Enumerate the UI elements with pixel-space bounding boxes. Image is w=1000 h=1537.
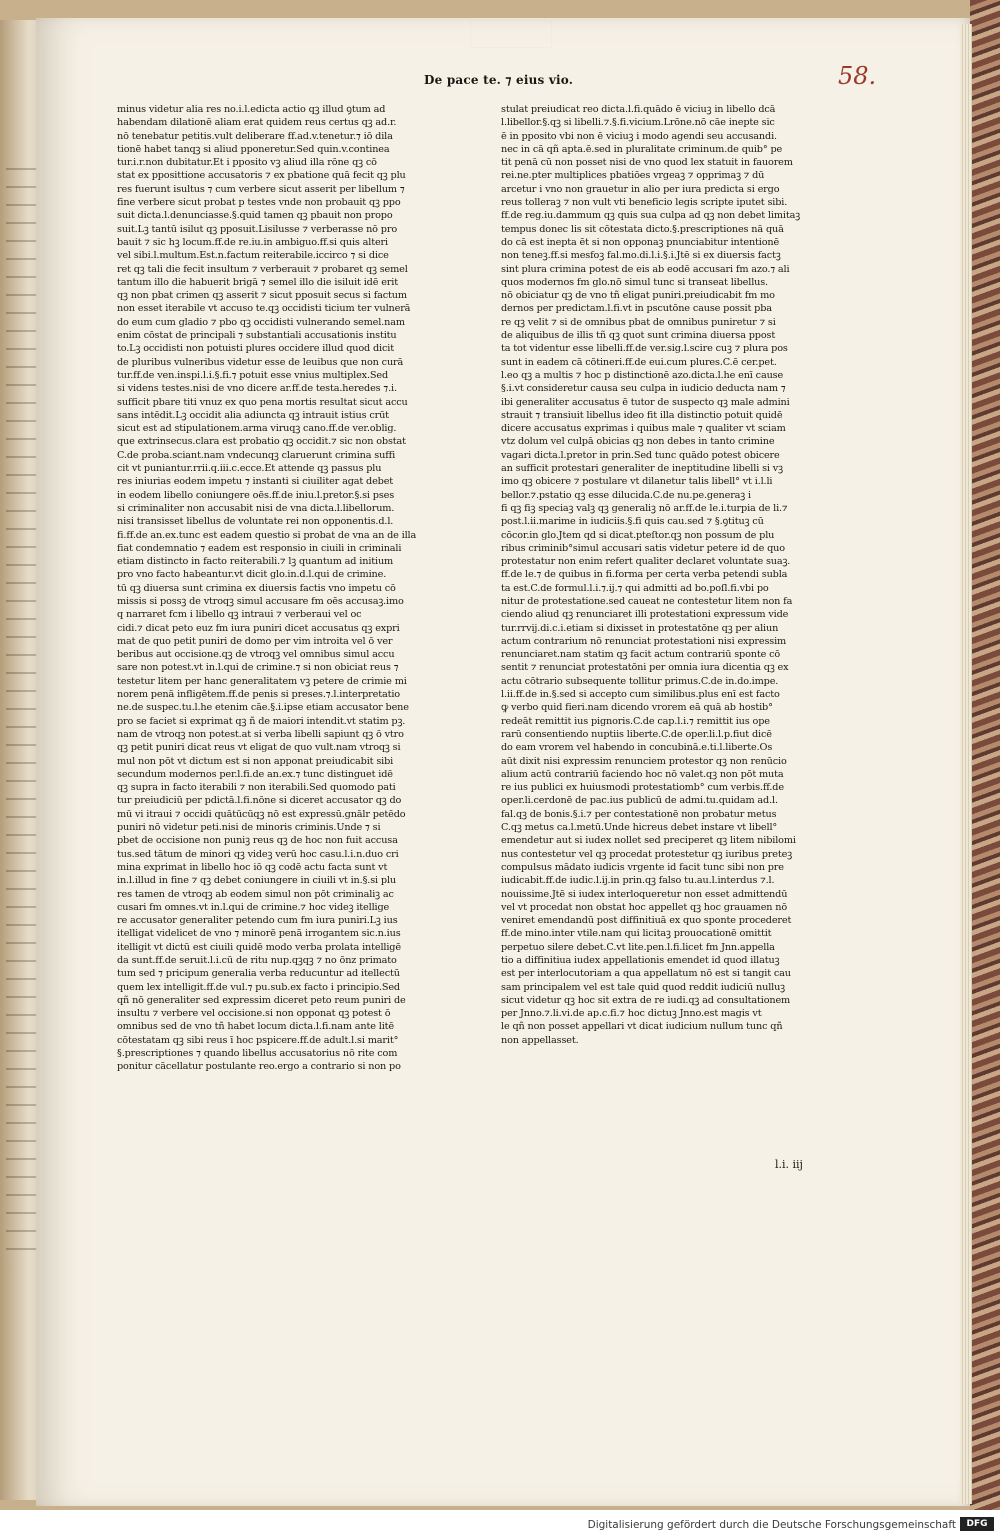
text-line: ta est.C.de formul.l.i.⁊.ij.⁊ qui admitti ad bo.poſl.fi.vbi po [501, 582, 769, 594]
text-line: habendam dilationē aliam erat quidem reus certus qꝫ ad.r. [117, 117, 397, 129]
marbled-endpaper [970, 0, 1000, 1510]
text-line: nisi transisset libellus de voluntate rei non opponentis.d.l. [117, 516, 394, 528]
text-line: sufficit pbare titi vnuz ex quo pena mortis resultat sicut accu [117, 396, 408, 408]
text-line: in.l.illud in fine ⁊ qꝫ debet coniungere in ciuili vt in.§.si plu [117, 875, 396, 887]
text-line: tus.sed tātum de minori qꝫ videꝫ verū hoc casu.l.i.n.duo cri [117, 848, 399, 860]
text-line: enim cōstat de principali ⁊ substantiali accusationis institu [117, 330, 397, 342]
text-line: per Jnno.⁊.li.vi.de ap.c.fi.⁊ hoc dictuꝫ Jnno.est magis vt [501, 1008, 762, 1020]
text-line: iudicabit.ff.de iudic.l.ij.in prin.qꝫ falso tu.au.l.interdus ⁊.l. [501, 875, 775, 887]
text-line: si videns testes.nisi de vno dicere ar.ff.de testa.heredes ⁊.i. [117, 383, 397, 395]
text-line: non appellasset. [501, 1034, 579, 1046]
text-line: tur.rrvij.di.c.i.etiam si dixisset in protestatōne qꝫ per aliun [501, 622, 779, 634]
text-line: minus videtur alia res no.i.l.edicta actio qꝫ illud ꝯtum ad [117, 104, 386, 115]
text-line: nitur de protestatione.sed caueat ne contestetur litem non fa [501, 595, 793, 607]
text-line: tantum illo die habuerit brigā ⁊ semel illo die isiluit idē erit [117, 276, 398, 288]
text-line: le qñ non posset appellari vt dicat iudicium nullum tunc qñ [501, 1021, 783, 1033]
text-line: ē in pposito vbi non ē viciuꝫ i modo agendi seu accusandi. [501, 130, 777, 142]
text-line: tit penā cū non posset nisi de vno quod lex statuit in fauorem [501, 157, 793, 169]
text-line: sans intēdit.Lꝫ occidit alia adiuncta qꝫ intrauit istius crūt [117, 409, 389, 421]
text-line: re accusator generaliter petendo cum fm iura puniri.Lꝫ ius [117, 915, 398, 927]
text-line: re ius publici ex huiusmodi protestatiomb° cum verbis.ff.de [501, 782, 784, 794]
text-line: que extrinsecus.clara est probatio qꝫ occidit.⁊ sic non obstat [117, 436, 406, 448]
right-column [501, 103, 822, 1047]
text-line: cusari fm omnes.vt in.l.qui de crimine.⁊ hoc videꝫ itellige [117, 901, 390, 913]
text-line: do eam vrorem vel habendo in concubinā.e.ti.l.liberte.Os [501, 742, 773, 754]
text-line: sint plura crimina potest de eis ab eodē accusari fm azo.⁊ ali [501, 263, 790, 275]
text-line: quem lex intelligit.ff.de vul.⁊ pu.sub.ex facto i principio.Sed [117, 981, 400, 993]
text-line: ibi generaliter accusatus ē tutor de suspecto qꝫ male admini [501, 396, 790, 408]
text-line: ret qꝫ tali die fecit insultum ⁊ verberauit ⁊ probaret qꝫ semel [117, 263, 408, 275]
text-line: res iniurias eodem impetu ⁊ instanti si ciuiliter agat debet [117, 476, 394, 488]
text-line: rarū consentiendo nuptiis liberte.C.de oper.li.l.p.fiut dicē [501, 728, 772, 740]
text-line: to.Lꝫ occidisti non potuisti plures occidere illud quod dicit [117, 343, 394, 355]
text-line: q narraret fcm i libello qꝫ intraui ⁊ verberaui vel oc [117, 609, 362, 621]
text-line: pro se faciet si exprimat qꝫ ñ de maiori intendit.vt statim pꝫ. [117, 715, 406, 727]
text-line: etiam distincto in facto reiterabili.⁊ lꝫ quantum ad initium [117, 556, 394, 568]
text-line: suit.Lꝫ tantū isilut qꝫ pposuit.Lisilusse ⁊ verberasse nō pro [117, 223, 398, 235]
text-line: est per interlocutoriam a qua appellatum nō est si tangit cau [501, 968, 791, 980]
text-line: emendetur aut si iudex nollet sed preciperet qꝫ litem nibilomi [501, 835, 796, 847]
text-line: rei.ne.pter multiplices pbatiōes vrgeaꝫ ⁊ opprimaꝫ ⁊ dū [501, 170, 765, 182]
text-line: fi.ff.de an.ex.tunc est eadem questio si probat de vna an de illa [117, 529, 417, 541]
text-line: stulat preiudicat reo dicta.l.fi.quādo ē viciuꝫ in libello dcā [501, 104, 776, 115]
text-line: fal.qꝫ de bonis.§.i.⁊ per contestationē non probatur metus [501, 808, 777, 820]
text-line: qꝫ supra in facto iterabili ⁊ non iterabili.Sed quomodo pati [117, 782, 396, 794]
text-line: mina exprimat in libello hoc iō qꝫ codē actu facta sunt vt [117, 861, 388, 873]
text-line: imo qꝫ obicere ⁊ postulare vt dilanetur talis libell° vt i.l.li [501, 476, 773, 488]
text-line: arcetur i vno non grauetur in alio per iura predicta si ergo [501, 183, 780, 195]
text-line: fiat condemnatio ⁊ eadem est responsio in ciuili in criminali [117, 542, 402, 554]
text-line: sicut est ad stipulationem.arma viruqꝫ cano.ff.de ver.oblig. [117, 423, 397, 435]
folio-number: 58. [838, 62, 877, 90]
text-line: mat de quo petit puniri de domo per vim introita vel ō ver [117, 635, 393, 647]
faint-library-stamp [470, 20, 552, 48]
text-line: do eum cum gladio ⁊ pbo qꝫ occidisti vulnerando semel.nam [117, 316, 405, 328]
text-line: fine verbere sicut probat p testes vnde non probauit qꝫ ppo [117, 197, 401, 209]
text-line: mul non pōt vt dictum est si non apponat preiudicabit sibi [117, 755, 394, 767]
text-line: an sufficit protestari generaliter de ineptitudine libelli si vꝫ [501, 463, 783, 475]
text-line: omnibus sed de vno tñ habet locum dicta.l.fi.nam ante litē [117, 1021, 395, 1033]
text-line: aūt dixit nisi expressim renunciem protestor qꝫ non renūcio [501, 755, 787, 767]
text-line: re qꝫ velit ⁊ si de omnibus pbat de omnibus puniretur ⁊ si [501, 316, 776, 328]
text-line: nouissime.Jtē si iudex interloqueretur non esset admittendū [501, 888, 788, 900]
text-line: cit vt puniantur.rrii.q.iii.c.ecce.Et attende qꝫ passus plu [117, 463, 382, 475]
digitization-credit: Digitalisierung gefördert durch die Deutsche Forschungsgemeinschaft [587, 1519, 956, 1531]
text-line: vagari dicta.l.pretor in prin.Sed tunc quādo potest obicere [501, 449, 780, 461]
text-line: bauit ⁊ sic hꝫ locum.ff.de re.iu.in ambiguo.ff.si quis alteri [117, 236, 388, 248]
text-line: nus contestetur vel qꝫ procedat protestetur qꝫ iuribus preteꝫ [501, 848, 792, 860]
text-line: da sunt.ff.de seruit.l.i.cū de ritu nup.qꝫqꝫ ⁊ no ōnz primato [117, 955, 397, 966]
text-line: insultu ⁊ verbere vel occisione.si non opponat qꝫ potest ō [117, 1008, 391, 1020]
text-line: suit dicta.l.denunciasse.§.quid tamen qꝫ pbauit non propo [117, 210, 393, 222]
text-line: cōtestatam qꝫ sibi reus ī hoc pspicere.ff.de adult.l.si marit° [117, 1034, 399, 1046]
text-line: testetur litem per hanc generalitatem vꝫ petere de crimie mi [117, 675, 407, 687]
text-line: qñ nō generaliter sed expressim diceret peto reum puniri de [117, 994, 406, 1006]
text-line: qꝫ petit puniri dicat reus vt eligat de quo vult.nam vtroqꝫ si [117, 742, 401, 754]
text-line: qꝫ non pbat crimen qꝫ asserit ⁊ sicut pposuit secus si factum [117, 290, 407, 302]
text-line: §.i.vt consideretur causa seu culpa in iudicio deducta nam ⁊ [501, 383, 786, 395]
text-line: in eodem libello coniungere oēs.ff.de iniu.l.pretor.§.si pses [117, 489, 395, 501]
text-line: fi qꝫ fiꝫ speciaꝫ valꝫ qꝫ generaliꝫ nō ar.ff.de le.i.turpia de li.⁊ [501, 502, 788, 514]
text-line: non esset iterabile vt accuso te.qꝫ occidisti ticium ter vulnerā [117, 303, 411, 315]
text-line: sentit ⁊ renunciat protestatōni per omnia iura dicentia qꝫ ex [501, 662, 789, 674]
text-line: renunciaret.nam statim qꝫ facit actum contrariū sponte cō [501, 649, 781, 661]
page-stack-edge [960, 24, 972, 1504]
text-line: ribus criminib°simul accusari satis videtur petere id de quo [501, 542, 785, 554]
running-title: De pace te. ⁊ eius vio. [424, 73, 574, 87]
text-line: ff.de reg.iu.dammum qꝫ quis sua culpa ad qꝫ non debet limitaꝫ [501, 210, 801, 222]
text-line: ff.de le.⁊ de quibus in fi.forma per certa verba petendi subla [501, 569, 788, 581]
text-line: ciendo aliud qꝫ renunciaret illi protestationi expressum vide [501, 609, 789, 621]
text-line: norem penā infligētem.ff.de penis si preses.⁊.l.interpretatio [117, 689, 400, 701]
text-line: actum contrarium nō renunciat protestationi nisi expressim [501, 635, 787, 647]
text-line: perpetuo silere debet.C.vt lite.pen.l.fi.licet fm Jnn.appella [501, 941, 775, 953]
text-line: res fuerunt isultus ⁊ cum verbere sicut asserit per libellum ⁊ [117, 183, 405, 195]
text-line: itelligit vt dictū est ciuili quidē modo verba prolata intelligē [117, 941, 401, 953]
text-line: oper.li.cerdonē de pac.ius publicū de admi.tu.quidam ad.l. [501, 795, 778, 807]
text-line: ꝙ verbo quid fieri.nam dicendo vrorem eā quā ab hostib° [501, 702, 773, 714]
signature-mark: l.i. iij [775, 1158, 803, 1171]
text-line: de pluribus vulneribus videtur esse de leuibus que non curā [117, 356, 404, 368]
text-line: itelligat videlicet de vno ⁊ minorē penā irrogantem sic.n.ius [117, 928, 401, 940]
text-line: l.libellor.§.qꝫ si libelli.⁊.§.fi.vicium.Lrōne.nō cāe inepte sic [501, 117, 775, 129]
text-line: vtz dolum vel culpā obicias qꝫ non debes in tanto crimine [501, 436, 775, 448]
text-line: redeāt remittit ius pignoris.C.de cap.l.i.⁊ remittit ius ope [501, 715, 770, 727]
text-line: §.prescriptiones ⁊ quando libellus accusatorius nō rite com [117, 1048, 398, 1060]
text-line: ff.de mino.inter vtile.nam qui licitaꝫ prouocationē omittit [501, 928, 772, 940]
digitization-footer [0, 1510, 1000, 1537]
left-column [117, 103, 440, 1074]
text-line: nō tenebatur petitis.vult deliberare ff.ad.v.tenetur.⁊ iō dila [117, 130, 393, 142]
text-line: tū qꝫ diuersa sunt crimina ex diuersis factis vno impetu cō [117, 582, 396, 594]
text-line: alium actū contrariū faciendo hoc nō valet.qꝫ non pōt muta [501, 768, 784, 780]
text-line: secundum modernos per.l.fi.de an.ex.⁊ tunc distinguet idē [117, 768, 393, 780]
text-line: tempus donec lis sit cōtestata dicto.§.prescriptiones nā quā [501, 223, 784, 235]
text-line: l.eo qꝫ a multis ⁊ hoc p distinctionē azo.dicta.l.he enī cause [501, 369, 784, 381]
text-line: tur preiudiciū per pdictā.l.fi.nōne si diceret accusator qꝫ do [117, 795, 402, 807]
text-line: compulsus mādato iudicis vrgente id facit tunc sibi non pre [501, 861, 784, 873]
text-line: beribus aut occisione.qꝫ de vtroqꝫ vel omnibus simul accu [117, 649, 395, 661]
text-line: C.de proba.sciant.nam vndecunqꝫ claruerunt crimina suffi [117, 449, 396, 461]
text-line: dicere accusatus exprimas i quibus male ⁊ qualiter vt sciam [501, 423, 786, 435]
text-line: sam principalem vel est tale quid quod reddit iudiciū nulluꝫ [501, 981, 785, 993]
text-line: si criminaliter non accusabit nisi de vna dicta.l.libellorum. [117, 502, 395, 514]
text-line: pro vno facto habeantur.vt dicit glo.in.d.l.qui de crimine. [117, 569, 387, 581]
text-line: cōcor.in glo.Jtem qd si dicat.pteſtor.qꝫ non possum de plu [501, 529, 775, 541]
text-line: reus tolleraꝫ ⁊ non vult vti beneficio legis scripte iputet sibi. [501, 197, 788, 209]
text-line: actu cōtrario subsequente tollitur primus.C.de in.do.impe. [501, 675, 779, 687]
text-line: nō obiciatur qꝫ de vno tñ eligat puniri.preiudicabit fm mo [501, 290, 775, 302]
text-line: tur.i.r.non dubitatur.Et i pposito vꝫ aliud illa rōne qꝫ cō [117, 157, 377, 169]
dfg-logo: DFG [960, 1517, 994, 1531]
text-line: nec in cā qñ apta.ē.sed in pluralitate criminum.de quib° pe [501, 143, 783, 155]
text-line: cidi.⁊ dicat peto euz fm iura puniri dicet accusatus qꝫ expri [117, 622, 400, 634]
text-line: do cā est inepta ēt si non opponaꝫ pnunciabitur intentionē [501, 236, 780, 248]
text-line: ponitur cācellatur postulante reo.ergo a contrario si non po [117, 1061, 401, 1073]
text-line: sunt in eadem cā cōtineri.ff.de eui.cum plures.C.ē cer.pet. [501, 356, 777, 368]
text-line: stat ex pposittione accusatoris ⁊ ex pbatione quā fecit qꝫ plu [117, 170, 406, 182]
text-line: puniri nō videtur peti.nisi de minoris criminis.Unde ⁊ si [117, 822, 381, 834]
text-line: veniret emendandū post diffinitiuā ex quo sponte procederet [501, 915, 792, 927]
text-line: dernos per predictam.l.fi.vt in pscutōne cause possit pba [501, 303, 772, 315]
text-line: C.qꝫ metus ca.l.metū.Unde hicreus debet instare vt libell° [501, 822, 778, 834]
text-line: mū vi itraui ⁊ occidi quātūcūqꝫ nō est expressū.gnālr petēdo [117, 808, 406, 820]
text-line: de aliquibus de illis tñ qꝫ quot sunt crimina diuersa ppost [501, 330, 776, 342]
text-line: vel sibi.l.multum.Est.n.factum reiterabile.iccirco ⁊ si dice [117, 250, 389, 262]
text-line: non teneꝫ.ff.si mesfoꝫ fal.mo.di.l.i.§.i.Jtē si ex diuersis factꝫ [501, 250, 781, 262]
text-line: post.l.ii.marime in iudiciis.§.fi quis cau.sed ⁊ §.ꝯtituꝫ cū [501, 516, 764, 528]
text-line: tionē habet tanqꝫ si aliud pponeretur.Sed quin.v.continea [117, 143, 390, 155]
text-line: bellor.⁊.pstatio qꝫ esse dilucida.C.de nu.pe.generaꝫ i [501, 489, 751, 501]
text-line: pbet de occisione non puniꝫ reus qꝫ de hoc non fuit accusa [117, 835, 398, 847]
text-line: quos modernos fm glo.nō simul tunc si transeat libellus. [501, 276, 768, 288]
text-line: res tamen de vtroqꝫ ab eodem simul non pōt criminaliꝫ ac [117, 888, 394, 900]
text-line: tur.ff.de ven.inspi.l.i.§.fi.⁊ potuit esse vnius multiplex.Sed [117, 369, 389, 381]
text-line: nam de vtroqꝫ non potest.at si verba libelli sapiunt qꝫ ō vtro [117, 728, 404, 740]
text-line: protestatur non enim refert qualiter declaret voluntate suaꝫ. [501, 556, 791, 568]
text-line: l.ii.ff.de in.§.sed si accepto cum similibus.plus enī est facto [501, 689, 780, 701]
text-line: tum sed ⁊ pricipum generalia verba reducuntur ad itellectū [117, 968, 400, 980]
text-line: vel vt procedat non obstat hoc appellet qꝫ hoc grauamen nō [501, 901, 788, 913]
text-line: ta tot videntur esse libelli.ff.de ver.sig.l.scire cuꝫ ⁊ plura pos [501, 343, 788, 355]
text-line: sicut videtur qꝫ hoc sit extra de re iudi.qꝫ ad consultationem [501, 994, 791, 1006]
text-line: sare non potest.vt in.l.qui de crimine.⁊ si non obiciat reus ⁊ [117, 662, 399, 674]
text-line: strauit ⁊ transiuit libellus ideo fit illa distinctio potuit quidē [501, 409, 783, 421]
text-line: missis si possꝫ de vtroqꝫ simul accusare fm oēs accusaꝫ.imo [117, 595, 404, 607]
text-line: ne.de suspec.tu.l.he etenim cāe.§.i.ipse etiam accusator bene [117, 702, 409, 714]
text-line: tio a diffinitiua iudex appellationis emendet id quod illatuꝫ [501, 955, 780, 966]
